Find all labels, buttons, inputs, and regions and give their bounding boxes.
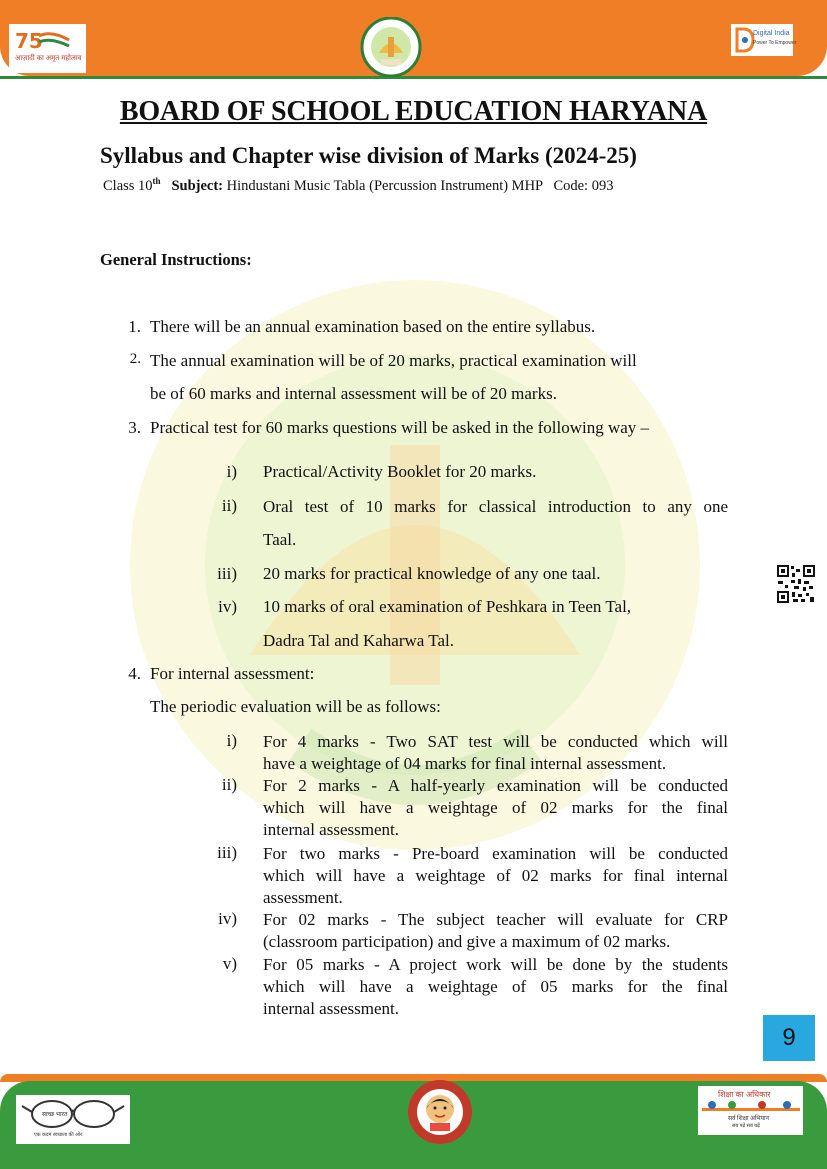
beti-bachao-text xyxy=(407,1079,408,1080)
swachh-bharat-glasses-icon xyxy=(16,1095,130,1131)
beti-bachao-girl-icon xyxy=(407,1079,473,1145)
board-title: BOARD OF SCHOOL EDUCATION HARYANA xyxy=(119,96,708,127)
subitem-number: iv) xyxy=(218,597,237,616)
item-number: 4. xyxy=(128,664,141,683)
qr-code-icon[interactable] xyxy=(776,564,816,604)
beti-bachao-logo xyxy=(407,1079,473,1145)
subitem-number: iii) xyxy=(217,564,237,583)
class-label: Class 10 xyxy=(103,177,153,194)
subitem-number: iv) xyxy=(218,909,237,928)
subitem-text: 10 marks of oral examination of Peshkara in Teen Tal, xyxy=(263,597,632,616)
page-number-badge: 9 xyxy=(763,1015,815,1061)
shiksha-ka-adhikar-logo xyxy=(698,1086,803,1135)
subitem-text: internal assessment. xyxy=(263,999,399,1018)
shiksha-title: शिक्षा का अधिकार xyxy=(718,1090,771,1099)
svg-text:75: 75 xyxy=(15,29,43,53)
subitem-number: ii) xyxy=(221,496,237,515)
swachh-tagline: एक कदम स्वच्छता की ओर xyxy=(34,1132,83,1138)
item-number: 2. xyxy=(129,351,141,367)
item-text: The annual examination will be of 20 marks, practical examination will xyxy=(150,351,637,370)
subitem-text: For two marks - Pre-board examination will be conducted xyxy=(263,844,728,863)
subitem-text: For 05 marks - A project work will be done by the students xyxy=(263,955,728,974)
digital-india-icon xyxy=(733,25,755,55)
shiksha-tag: सब पढ़ें सब बढ़ें xyxy=(732,1123,760,1129)
subitem-text: which will have a weightage of 05 marks for the final xyxy=(263,977,728,996)
subitem-number: i) xyxy=(226,731,237,750)
subitem-text: For 4 marks - Two SAT test will be conducted which will xyxy=(263,732,728,751)
azadi-ka-amrit-mahotsav-logo xyxy=(9,24,86,73)
subitem-text: Taal. xyxy=(263,530,297,549)
swachh-bharat-logo xyxy=(16,1095,130,1144)
bseh-emblem xyxy=(359,17,423,77)
subitem-number: i) xyxy=(226,462,237,481)
syllabus-title: Syllabus and Chapter wise division of Marks (2024-25) xyxy=(100,143,637,168)
subitem-text: Dadra Tal and Kaharwa Tal. xyxy=(263,631,454,650)
subject-value: Hindustani Music Tabla (Percussion Instrument) MHP xyxy=(226,177,543,194)
subitem-number: ii) xyxy=(221,775,237,794)
subitem-text: internal assessment. xyxy=(263,820,399,839)
subitem-number: v) xyxy=(222,954,237,973)
subitem-number: iii) xyxy=(217,843,237,862)
subitem-text: For 2 marks - A half-yearly examination will be conducted xyxy=(263,776,728,795)
subject-label: Subject: xyxy=(171,177,223,194)
item-text: Practical test for 60 marks questions will be asked in the following way – xyxy=(150,418,650,437)
subitem-text: which will have a weightage of 02 marks for final internal xyxy=(263,866,728,885)
general-instructions-heading: General Instructions: xyxy=(100,250,252,269)
bseh-emblem-icon xyxy=(359,17,423,77)
shiksha-sub: सर्व शिक्षा अभियान xyxy=(728,1116,769,1122)
subject-code: Code: 093 xyxy=(553,177,614,194)
item-text: For internal assessment: xyxy=(150,664,315,683)
digital-india-logo xyxy=(731,24,797,56)
digital-india-tagline: Power To Empower xyxy=(753,40,797,46)
item-subtext: The periodic evaluation will be as follows: xyxy=(150,697,441,716)
item-text: be of 60 marks and internal assessment will be of 20 marks. xyxy=(150,384,557,403)
subitem-text: have a weightage of 04 marks for final internal assessment. xyxy=(263,754,667,773)
digital-india-text: Digital India xyxy=(753,30,790,37)
swachh-text: स्वच्छ भारत xyxy=(42,1112,68,1118)
subitem-text: Practical/Activity Booklet for 20 marks. xyxy=(263,462,537,481)
subitem-text: 20 marks for practical knowledge of any one taal. xyxy=(263,564,601,583)
item-number: 3. xyxy=(128,418,141,437)
subitem-text: (classroom participation) and give a maximum of 02 marks. xyxy=(263,932,671,951)
subitem-text: assessment. xyxy=(263,888,343,907)
subitem-text: which will have a weightage of 02 marks for the final xyxy=(263,798,728,817)
subitem-text: For 02 marks - The subject teacher will evaluate for CRP xyxy=(263,910,728,929)
azadi-logo-icon xyxy=(9,24,86,73)
azadi-logo-text: आज़ादी का अमृत महोत्सव xyxy=(15,55,82,62)
class-sup: th xyxy=(152,176,161,186)
item-text: There will be an annual examination based on the entire syllabus. xyxy=(150,317,596,336)
class-subject-line xyxy=(103,176,613,195)
item-number: 1. xyxy=(128,317,141,336)
children-reading-icon xyxy=(702,1100,800,1112)
subitem-text: Oral test of 10 marks for classical introduction to any one xyxy=(263,497,728,516)
